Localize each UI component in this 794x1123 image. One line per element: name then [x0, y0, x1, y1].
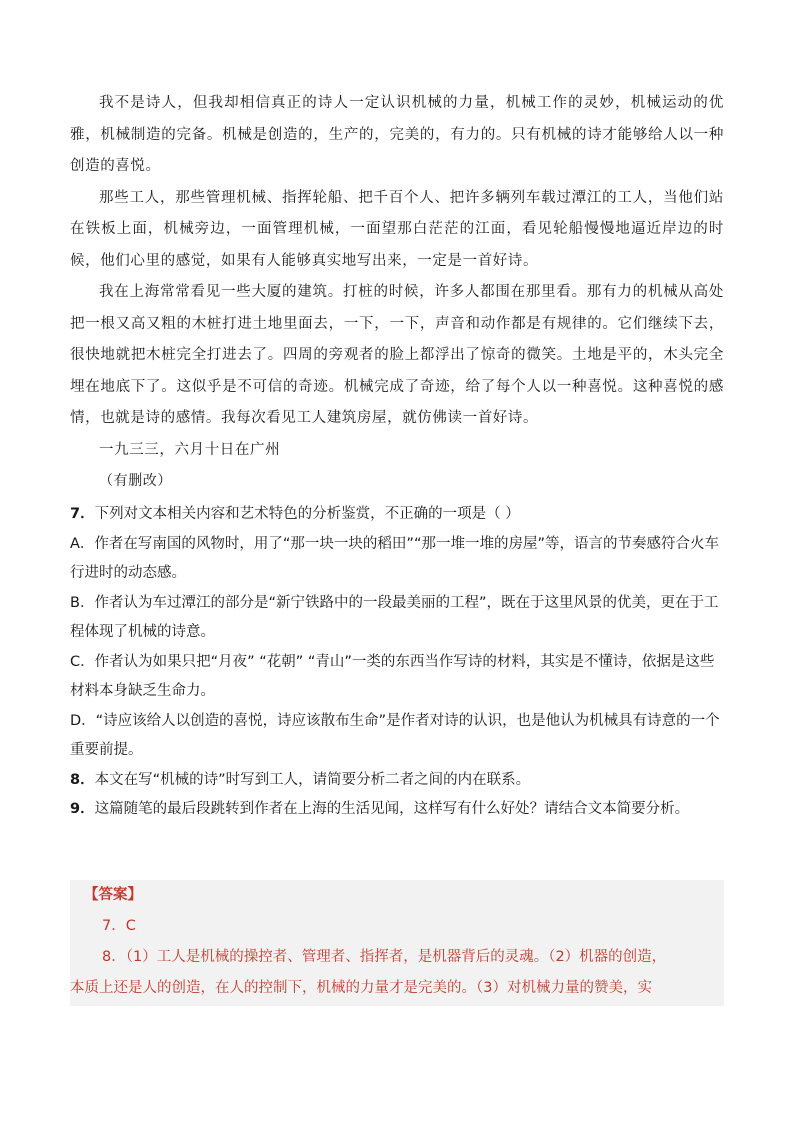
passage-paragraph-3: 我在上海常常看见一些大厦的建筑。打桩的时候，许多人都围在那里看。那有力的机械从高处把一根又高又粗的木桩打进土地里面去，一下，一下，声音和动作都是有规律的。它们继续下去，很快地就把木桩完全打进去了。四周的旁观者的脸上都浮出了惊奇的微笑。土地是平的，木头完全埋在地底下了。这似乎是不可信的奇迹。机械完成了奇迹，给了每个人以一种喜悦。这种喜悦的感情，也就是诗的感情。我每次看见工人建筑房屋，就仿佛读一首好诗。: [70, 284, 724, 426]
question-7-option-b: B．作者认为车过潭江的部分是“新宁铁路中的一段最美丽的工程”，既在于这里风景的优美，更在于工程体现了机械的诗意。: [70, 594, 719, 640]
passage-paragraph-2: 那些工人，那些管理机械、指挥轮船、把千百个人、把许多辆列车载过潭江的工人，当他们站在铁板上面，机械旁边，一面管理机械，一面望那白茫茫的江面，看见轮船慢慢地逼近岸边的时候，他们心里的感觉，如果有人能够真实地写出来，一定是一首好诗。: [70, 189, 724, 269]
question-7-option-c: C．作者认为如果只把“月夜” “花朝” “青山”一类的东西当作写诗的材料，其实是不懂诗，依据是这些材料本身缺乏生命力。: [70, 653, 715, 699]
passage-source-note: （有删改）: [99, 473, 172, 489]
question-7-option-a: A．作者在写南国的风物时，用了“那一块一块的稻田”“那一堆一堆的房屋”等，语言的节奏感符合火车行进时的动态感。: [70, 535, 719, 581]
question-7: [70, 500, 724, 530]
passage-signature: 一九三三，六月十日在广州: [99, 441, 281, 458]
question-8: [70, 766, 724, 796]
question-7-text: 下列对文本相关内容和艺术特色的分析鉴赏，不正确的一项是（ ）: [94, 506, 520, 522]
question-9: [70, 795, 724, 825]
passage-paragraph-1: 我不是诗人，但我却相信真正的诗人一定认识机械的力量，机械工作的灵妙，机械运动的优雅，机械制造的完备。机械是创造的，生产的，完美的，有力的。只有机械的诗才能够给人以一种创造的喜悦。: [70, 95, 724, 174]
question-7-option-d: D．“诗应该给人以创造的喜悦，诗应该散布生命”是作者对诗的认识，也是他认为机械具有诗意的一个重要前提。: [70, 712, 720, 758]
question-8-text: 本文在写“机械的诗”时写到工人，请简要分析二者之间的内在联系。: [94, 771, 531, 788]
question-8-number: 8．: [70, 771, 95, 788]
passage-excerpt: [70, 88, 724, 498]
answer-7: 7．C: [102, 918, 136, 934]
question-9-text: 这篇随笔的最后段跳转到作者在上海的生活见闻，这样写有什么好处？请结合文本简要分析。: [94, 801, 690, 817]
answer-title: 【答案】: [84, 887, 142, 903]
answer-8-line-2: 本质上还是人的创造，在人的控制下，机械的力量才是完美的。（3）对机械力量的赞美，实: [70, 980, 652, 996]
answer-8-line-1: 8．（1）工人是机械的操控者、管理者、指挥者，是机器背后的灵魂。（2）机器的创造，: [102, 949, 667, 965]
answer-box: [70, 880, 724, 1006]
question-7-number: 7．: [70, 506, 95, 522]
question-9-number: 9．: [70, 801, 95, 817]
questions-section: [70, 500, 724, 825]
